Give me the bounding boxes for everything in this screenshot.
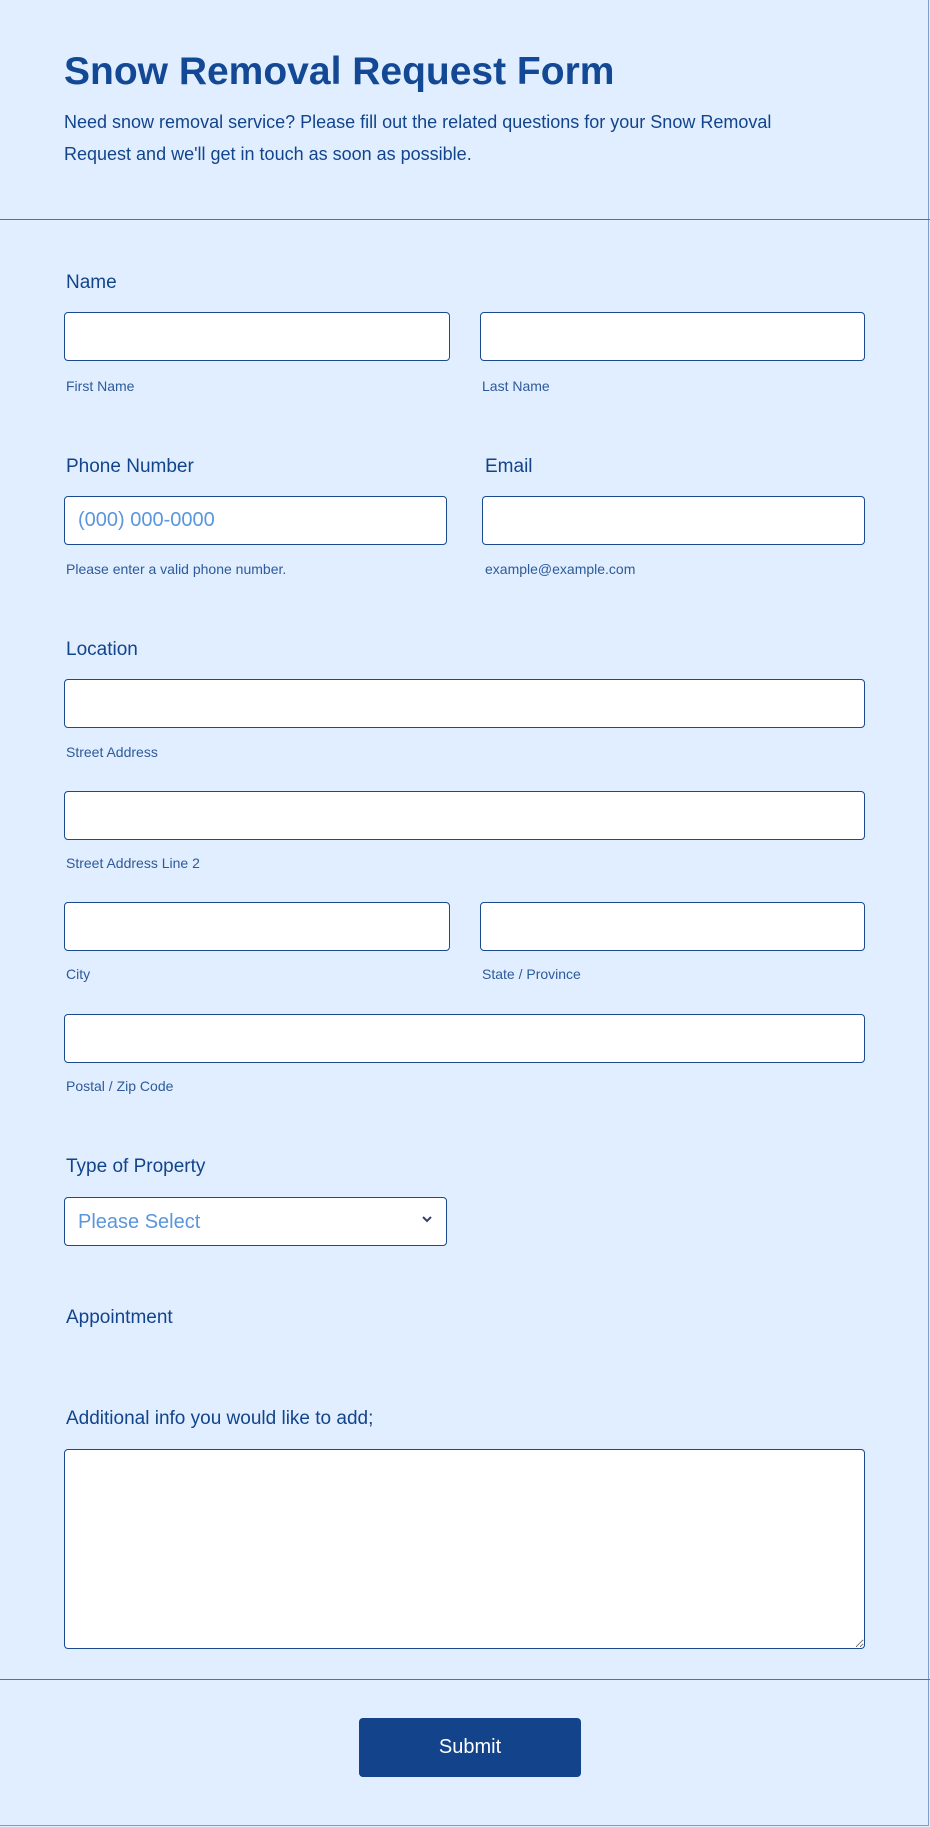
email-input[interactable] [482, 496, 865, 545]
city-sublabel: City [66, 966, 91, 982]
property-type-value: Please Select [78, 1211, 201, 1233]
phone-sublabel: Please enter a valid phone number. [66, 561, 287, 577]
street-address-sublabel: Street Address [66, 744, 158, 760]
additional-info-textarea[interactable] [64, 1449, 865, 1649]
first-name-input[interactable] [64, 312, 450, 361]
name-label: Name [66, 272, 117, 293]
state-sublabel: State / Province [482, 966, 581, 982]
location-label: Location [66, 639, 138, 660]
additional-info-label: Additional info you would like to add; [66, 1408, 374, 1429]
first-name-sublabel: First Name [66, 378, 135, 394]
form-description: Need snow removal service? Please fill out the related questions for your Snow Removal Request and we'll get in touch as soon as possible. [64, 112, 772, 164]
street-address-line2-input[interactable] [64, 791, 865, 840]
email-sublabel: example@example.com [485, 561, 636, 577]
chevron-down-icon [420, 1212, 434, 1226]
city-input[interactable] [64, 902, 450, 951]
appointment-label: Appointment [66, 1307, 173, 1328]
zip-code-sublabel: Postal / Zip Code [66, 1078, 174, 1094]
last-name-input[interactable] [480, 312, 865, 361]
footer-divider [0, 1679, 930, 1680]
phone-label: Phone Number [66, 456, 194, 477]
last-name-sublabel: Last Name [482, 378, 550, 394]
email-label: Email [485, 456, 533, 477]
page-title: Snow Removal Request Form [64, 50, 615, 93]
street-address-line2-sublabel: Street Address Line 2 [66, 855, 200, 871]
zip-code-input[interactable] [64, 1014, 865, 1063]
header-divider [0, 219, 930, 220]
property-type-select[interactable] [64, 1197, 447, 1246]
submit-button[interactable]: Submit [359, 1718, 581, 1777]
state-input[interactable] [480, 902, 865, 951]
phone-input[interactable] [64, 496, 447, 545]
street-address-input[interactable] [64, 679, 865, 728]
property-type-label: Type of Property [66, 1156, 206, 1177]
